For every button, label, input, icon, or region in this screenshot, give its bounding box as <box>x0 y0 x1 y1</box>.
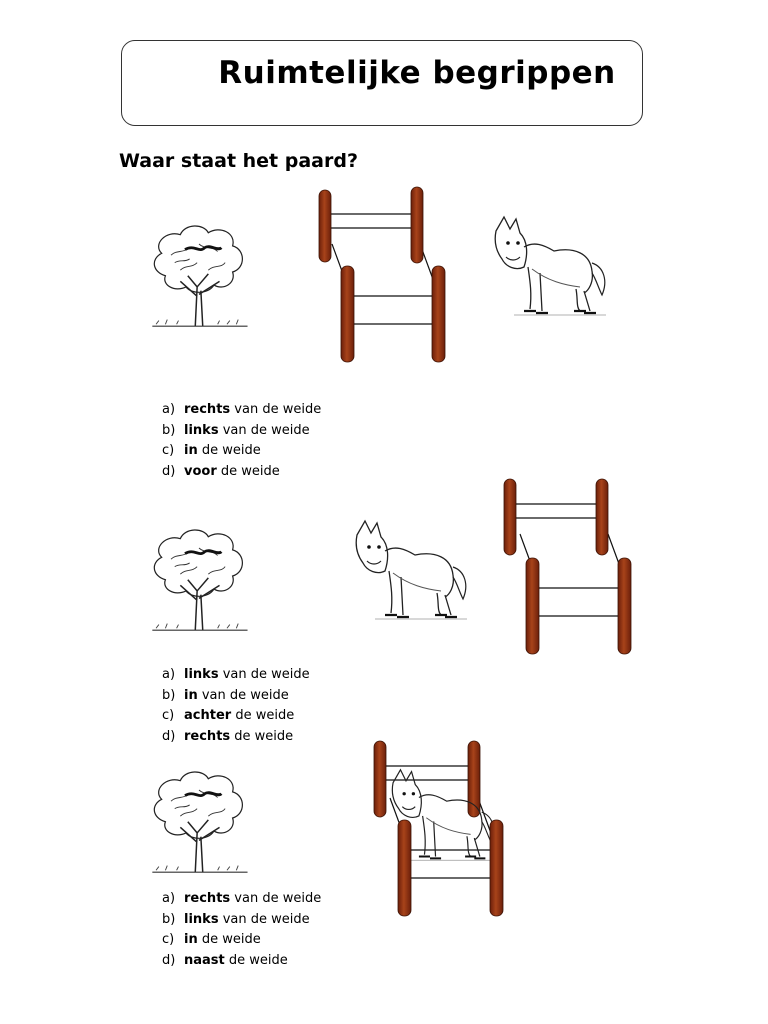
question-heading: Waar staat het paard? <box>119 150 358 172</box>
option-d[interactable]: d) rechts de weide <box>162 728 294 744</box>
fence-illustration-1 <box>310 184 452 366</box>
option-d[interactable]: d) naast de weide <box>162 952 288 968</box>
horse-illustration-1 <box>484 210 614 322</box>
options-list-3 <box>162 889 321 971</box>
option-b[interactable]: b) in van de weide <box>162 687 289 703</box>
option-a[interactable]: a) rechts van de weide <box>162 891 322 906</box>
page-title: Ruimtelijke begrippen <box>218 55 616 91</box>
title-box <box>121 40 643 126</box>
option-b[interactable]: b) links van de weide <box>162 422 310 438</box>
option-c[interactable]: c) achter de weide <box>162 708 295 723</box>
option-c[interactable]: c) in de weide <box>162 443 261 458</box>
tree-illustration-2 <box>143 516 255 636</box>
options-list-1 <box>162 400 321 482</box>
option-c[interactable]: c) in de weide <box>162 932 261 947</box>
tree-illustration-1 <box>143 212 255 332</box>
option-d[interactable]: d) voor de weide <box>162 463 280 479</box>
horse-illustration-2 <box>345 514 475 626</box>
tree-illustration-3 <box>143 758 255 878</box>
fence-with-horse-illustration-3 <box>368 738 514 920</box>
option-a[interactable]: a) links van de weide <box>162 667 310 682</box>
options-list-2 <box>162 665 310 747</box>
option-b[interactable]: b) links van de weide <box>162 911 310 927</box>
fence-illustration-2 <box>498 476 640 658</box>
option-a[interactable]: a) rechts van de weide <box>162 402 322 417</box>
